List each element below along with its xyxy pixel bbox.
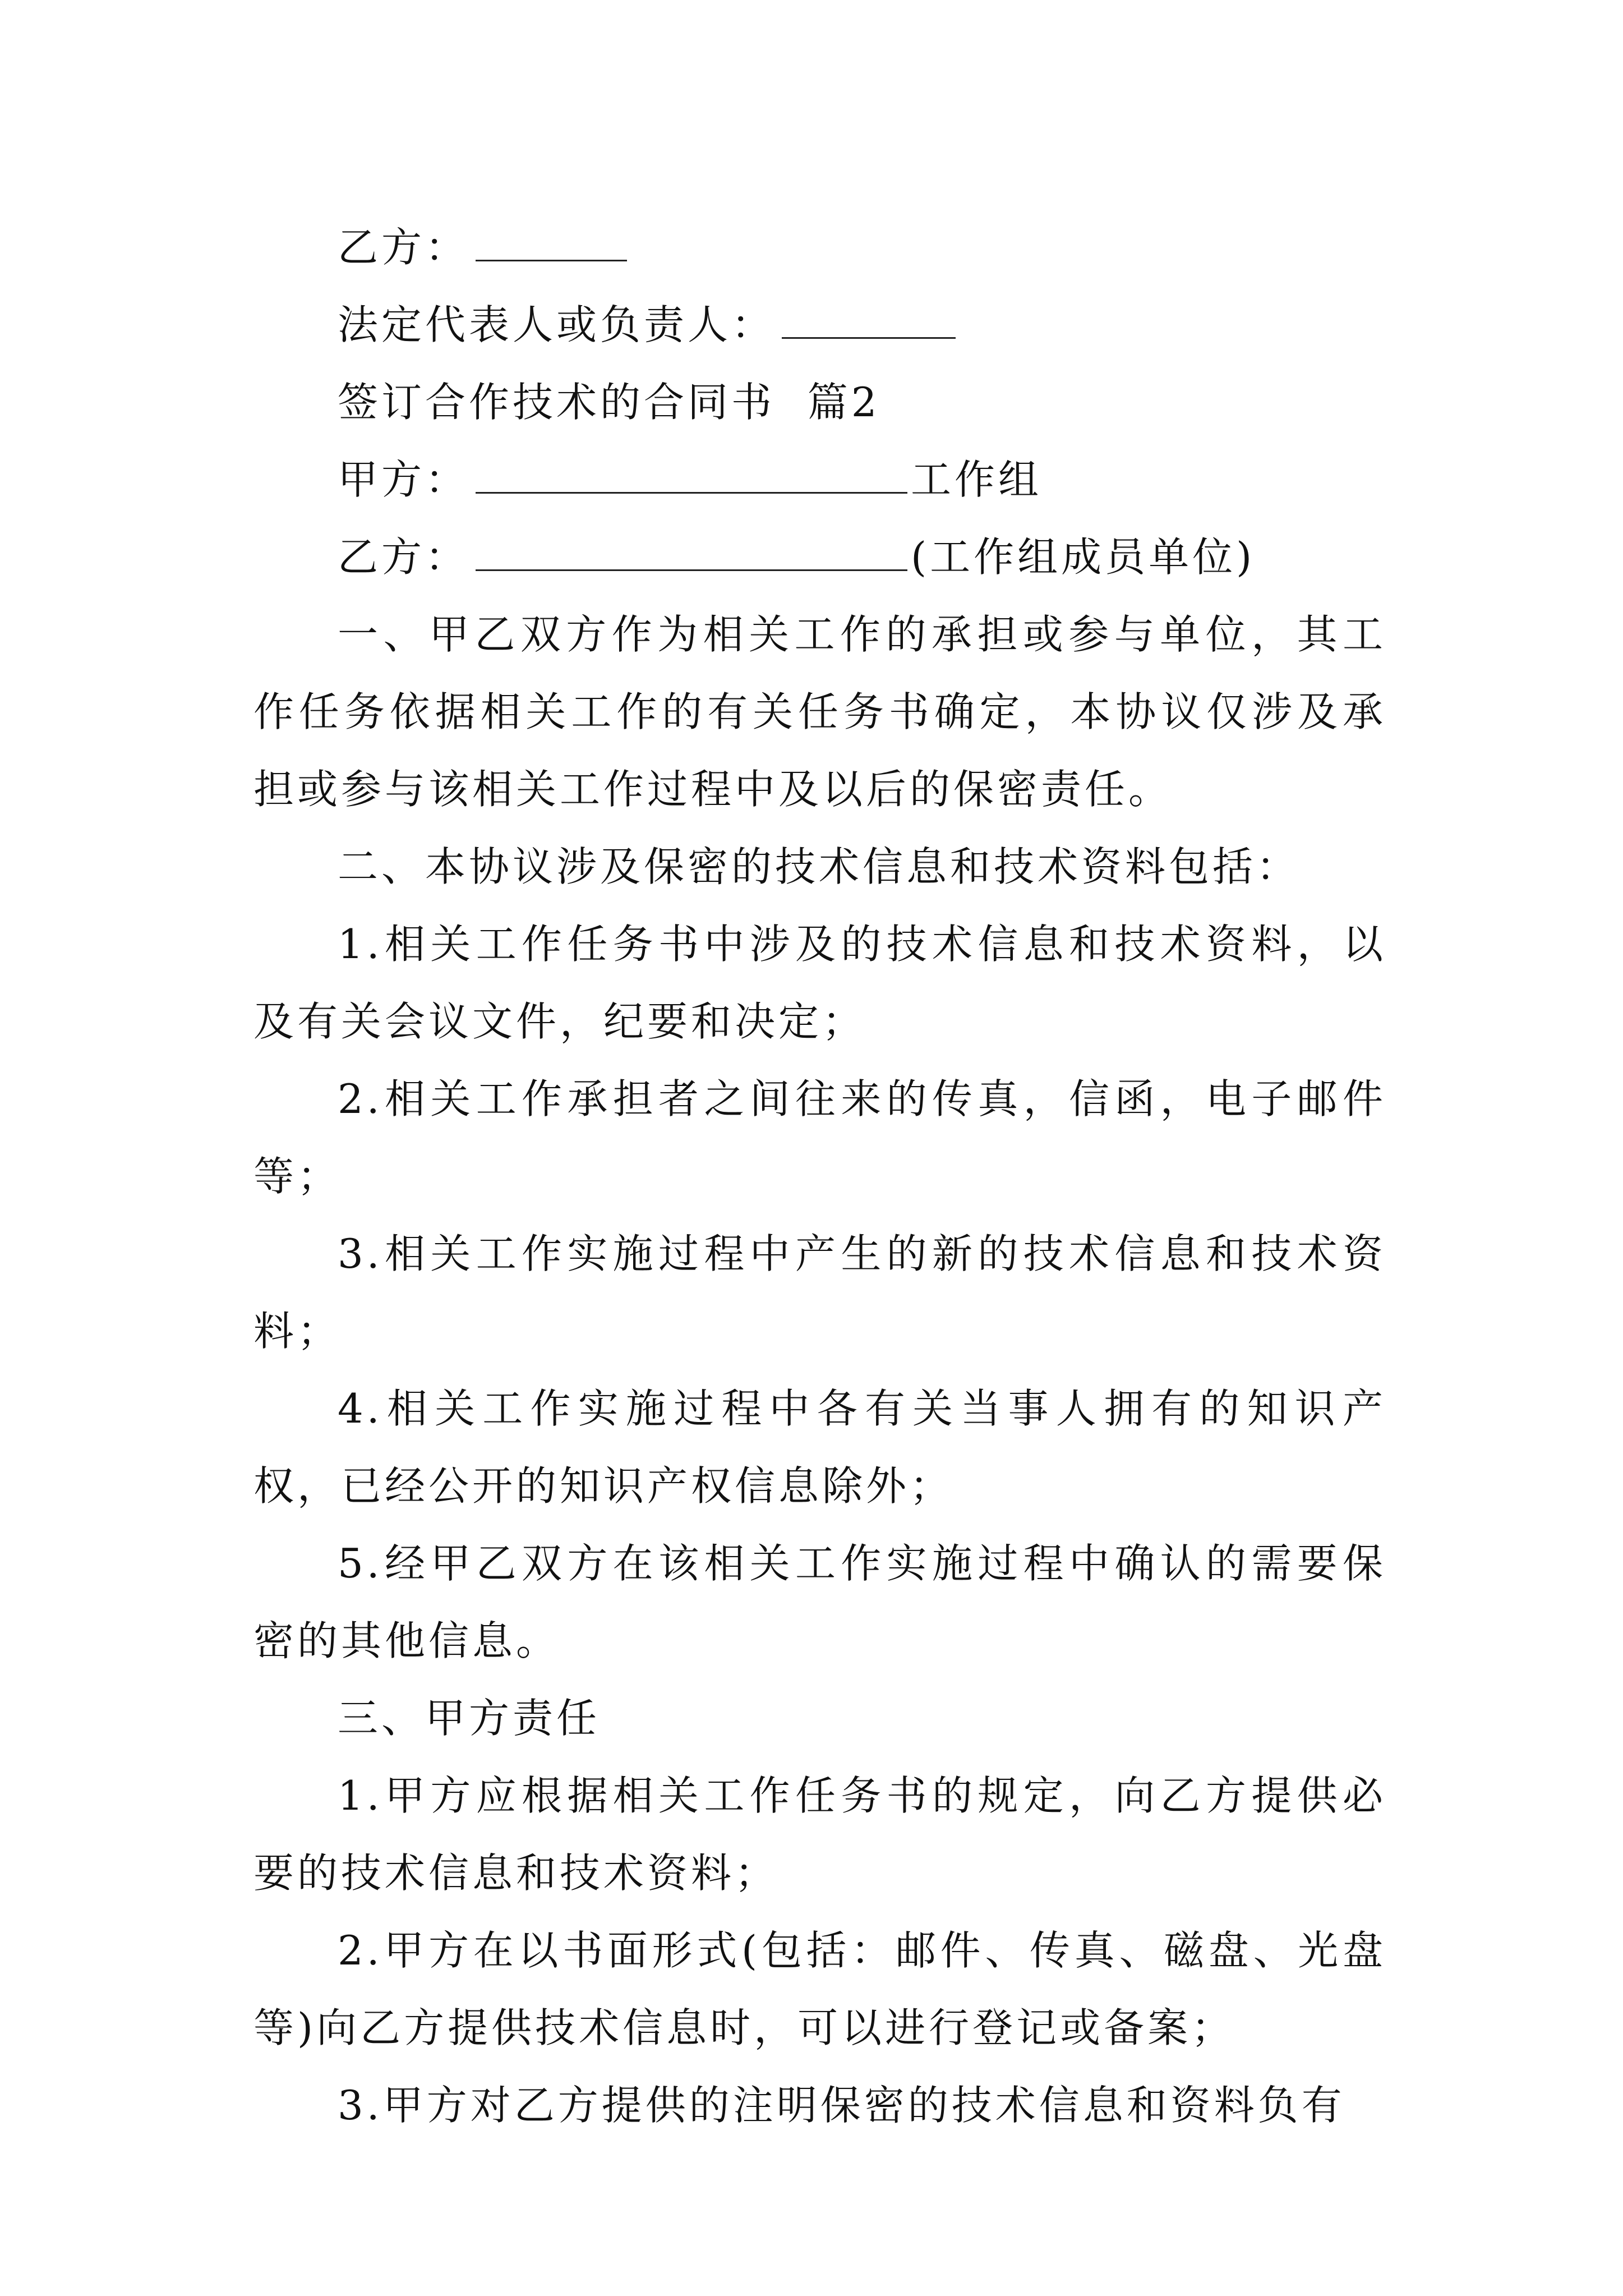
party-a2-label: 甲方： [338,456,469,503]
party-b2-label: 乙方： [338,533,469,581]
paragraph-6: 4.相关工作实施过程中各有关当事人拥有的知识产权，已经公开的知识产权信息除外； [253,1385,1386,1510]
representative-blank [782,305,956,339]
paragraph-11: 3.甲方对乙方提供的注明保密的技术信息和资料负有 [338,2082,1345,2129]
paragraph-8: 三、甲方责任 [338,1695,601,1742]
section-title: 签订合作技术的合同书 篇2 [338,379,880,426]
document-body [253,209,1386,2144]
party-b2-blank [476,537,907,571]
party-b2-suffix: (工作组成员单位) [911,533,1256,581]
paragraph-7: 5.经甲乙双方在该相关工作实施过程中确认的需要保密的其他信息。 [253,1540,1386,1664]
paragraph-3: 1.相关工作任务书中涉及的技术信息和技术资料，以及有关会议文件，纪要和决定； [253,921,1386,1045]
paragraph-9: 1.甲方应根据相关工作任务书的规定，向乙方提供必要的技术信息和技术资料； [253,1772,1386,1897]
paragraph-2: 二、本协议涉及保密的技术信息和技术资料包括： [338,843,1301,890]
party-a2-line [253,441,1386,518]
party-b-label: 乙方： [338,224,469,271]
paragraph-1: 一、甲乙双方作为相关工作的承担或参与单位，其工作任务依据相关工作的有关任务书确定，本协议仅涉及承担或参与该相关工作过程中及以后的保密责任。 [253,611,1386,813]
paragraph-4: 2.相关工作承担者之间往来的传真，信函，电子邮件等； [253,1075,1386,1200]
party-a2-suffix: 工作组 [911,456,1043,503]
representative-label: 法定代表人或负责人： [338,301,776,348]
paragraph-10: 2.甲方在以书面形式(包括：邮件、传真、磁盘、光盘等)向乙方提供技术信息时，可以进行登记或备案； [253,1927,1386,2051]
representative-line [253,286,1386,364]
party-a2-blank [476,459,907,494]
party-b-blank [476,227,627,261]
paragraph-5: 3.相关工作实施过程中产生的新的技术信息和技术资料； [253,1230,1386,1355]
party-b2-line [253,518,1386,596]
party-b-line [253,209,1386,286]
